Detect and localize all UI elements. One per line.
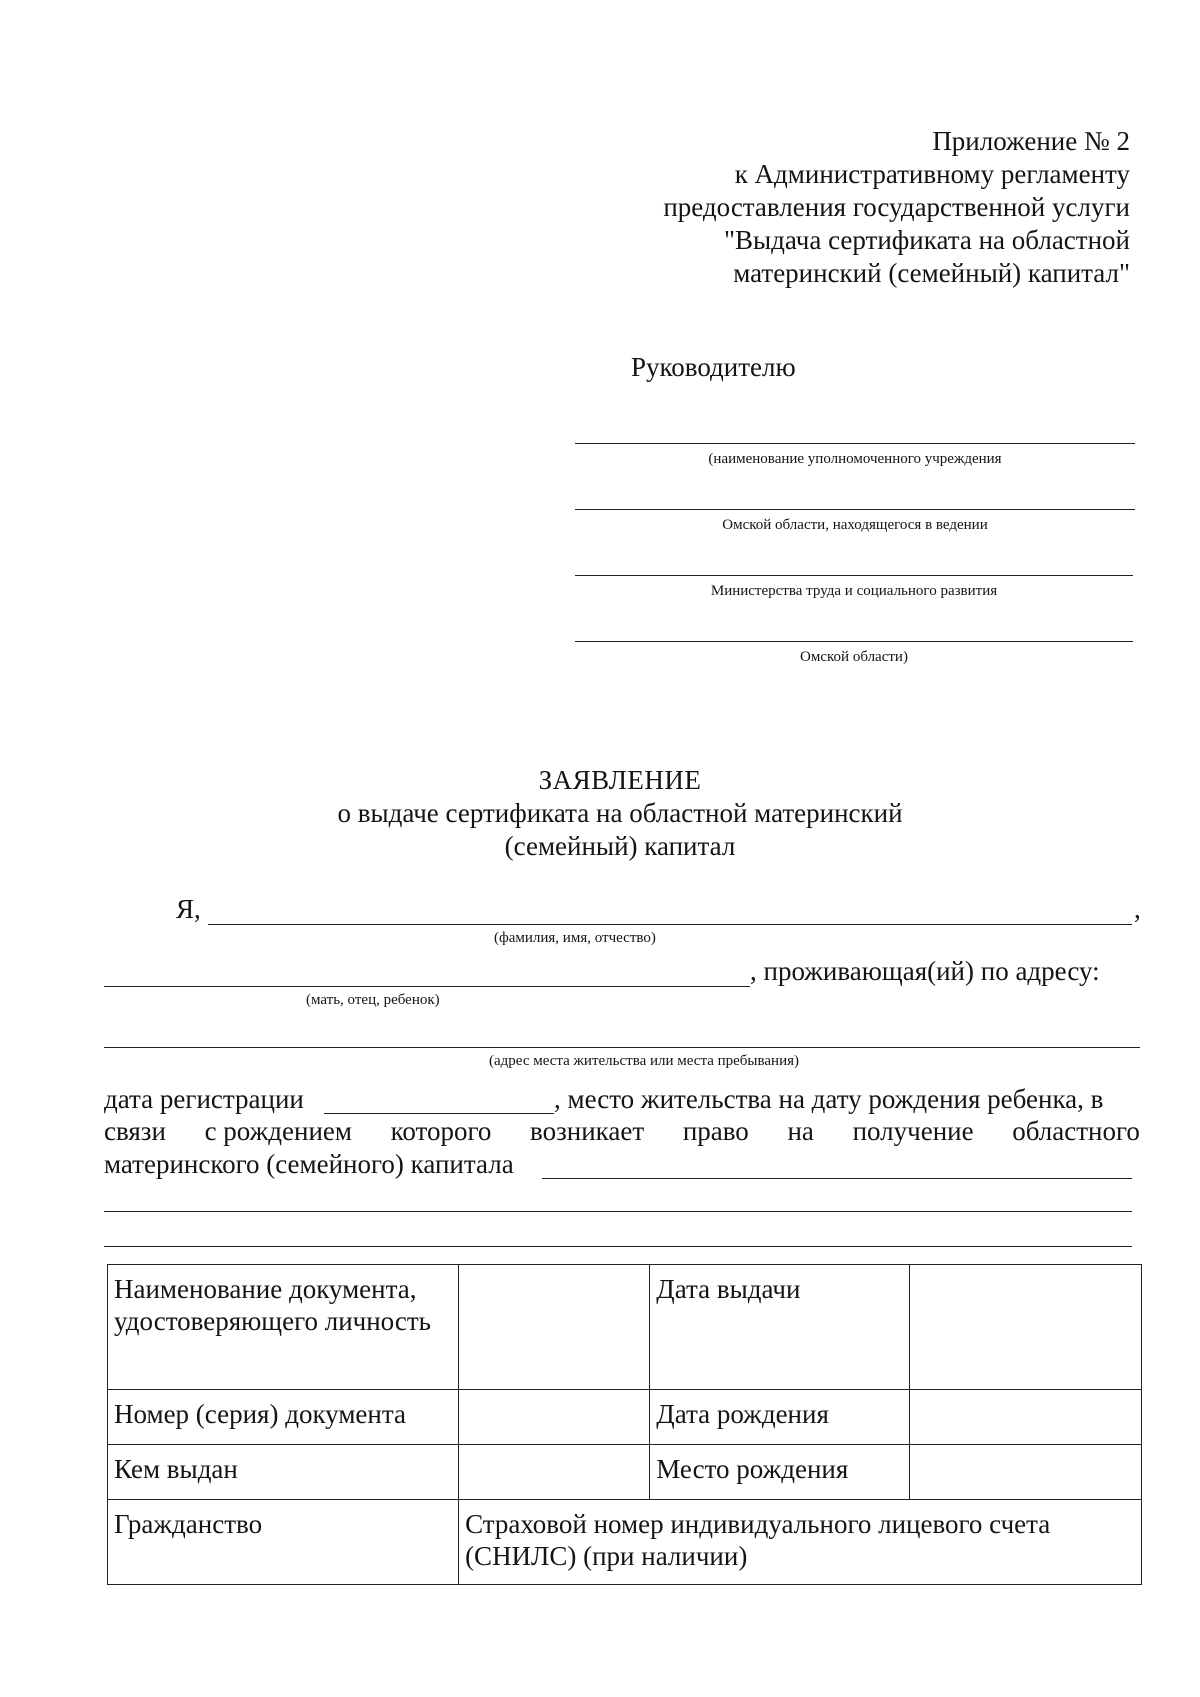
reg-date-label: дата регистрации xyxy=(104,1084,304,1114)
identity-document-table xyxy=(107,1264,1142,1585)
application-subtitle-line-2: (семейный) капитал xyxy=(504,831,736,861)
appendix-line: "Выдача сертификата на областной xyxy=(723,225,1130,255)
birth-date-value-cell[interactable] xyxy=(910,1390,1142,1445)
table-row xyxy=(108,1500,1142,1585)
addressee-title: Руководителю xyxy=(631,352,796,382)
snils-label: Страховой номер индивидуального лицевого счета (СНИЛС) (при наличии) xyxy=(459,1500,1142,1585)
doc-number-value-cell[interactable] xyxy=(459,1390,650,1445)
fio-field-line[interactable] xyxy=(208,924,1132,925)
organization-field-line-1[interactable] xyxy=(575,443,1135,444)
doc-number-label: Номер (серия) документа xyxy=(108,1390,459,1445)
fio-comma: , xyxy=(1134,894,1141,924)
doc-name-label: Наименование документа, удостоверяющего личность xyxy=(108,1265,459,1390)
capital-label: материнского (семейного) капитала xyxy=(104,1149,514,1179)
residing-label: , проживающая(ий) по адресу: xyxy=(750,956,1100,986)
organization-hint-3: Министерства труда и социального развития xyxy=(710,583,998,599)
paragraph-word: возникает xyxy=(530,1116,645,1146)
birth-place-label: Место рождения xyxy=(650,1445,910,1500)
birth-date-label: Дата рождения xyxy=(650,1390,910,1445)
relation-hint: (мать, отец, ребенок) xyxy=(306,992,440,1008)
paragraph-word: получение xyxy=(852,1116,974,1146)
table-row xyxy=(108,1390,1142,1445)
organization-field-line-3[interactable] xyxy=(575,575,1133,576)
address-field-line[interactable] xyxy=(104,1047,1140,1048)
organization-field-line-2[interactable] xyxy=(575,509,1135,510)
application-subtitle-line-1: о выдаче сертификата на областной материнский xyxy=(337,798,903,828)
paragraph-word: на xyxy=(787,1116,814,1146)
appendix-line: к Административному регламенту xyxy=(734,159,1130,189)
table-row xyxy=(108,1445,1142,1500)
birth-place-value-cell[interactable] xyxy=(910,1445,1142,1500)
paragraph-word: которого xyxy=(390,1116,492,1146)
paragraph-word: право xyxy=(682,1116,749,1146)
capital-extra-line-2[interactable] xyxy=(104,1246,1132,1247)
i-label: Я, xyxy=(176,894,201,924)
issued-by-label: Кем выдан xyxy=(108,1445,459,1500)
citizenship-label: Гражданство xyxy=(108,1500,459,1585)
paragraph-word: связи xyxy=(104,1116,166,1146)
fio-hint: (фамилия, имя, отчество) xyxy=(494,930,656,946)
appendix-line: материнский (семейный) капитал" xyxy=(733,258,1130,288)
paragraph-word: с рождением xyxy=(204,1116,352,1146)
reg-date-field-line[interactable] xyxy=(324,1113,554,1114)
organization-hint-2: Омской области, находящегося в ведении xyxy=(722,517,988,533)
organization-field-line-4[interactable] xyxy=(575,641,1133,642)
issue-date-label: Дата выдачи xyxy=(650,1265,910,1390)
relation-field-line[interactable] xyxy=(104,986,750,987)
capital-field-line[interactable] xyxy=(542,1178,1132,1179)
capital-extra-line-1[interactable] xyxy=(104,1211,1132,1212)
organization-hint-4: Омской области) xyxy=(800,649,908,665)
appendix-header xyxy=(560,125,1130,290)
address-hint: (адрес места жительства или места пребывания) xyxy=(489,1053,799,1069)
application-title-block xyxy=(250,764,990,863)
appendix-line: Приложение № 2 xyxy=(932,126,1130,156)
reg-date-rest-text: , место жительства на дату рождения ребенка, в xyxy=(554,1084,1104,1114)
justified-paragraph-line xyxy=(104,1116,1140,1147)
issue-date-value-cell[interactable] xyxy=(910,1265,1142,1390)
application-title: ЗАЯВЛЕНИЕ xyxy=(538,765,702,795)
paragraph-word: областного xyxy=(1012,1116,1140,1146)
organization-hint-1: (наименование уполномоченного учреждения xyxy=(708,451,1002,467)
table-row xyxy=(108,1265,1142,1390)
doc-name-value-cell[interactable] xyxy=(459,1265,650,1390)
appendix-line: предоставления государственной услуги xyxy=(663,192,1130,222)
issued-by-value-cell[interactable] xyxy=(459,1445,650,1500)
